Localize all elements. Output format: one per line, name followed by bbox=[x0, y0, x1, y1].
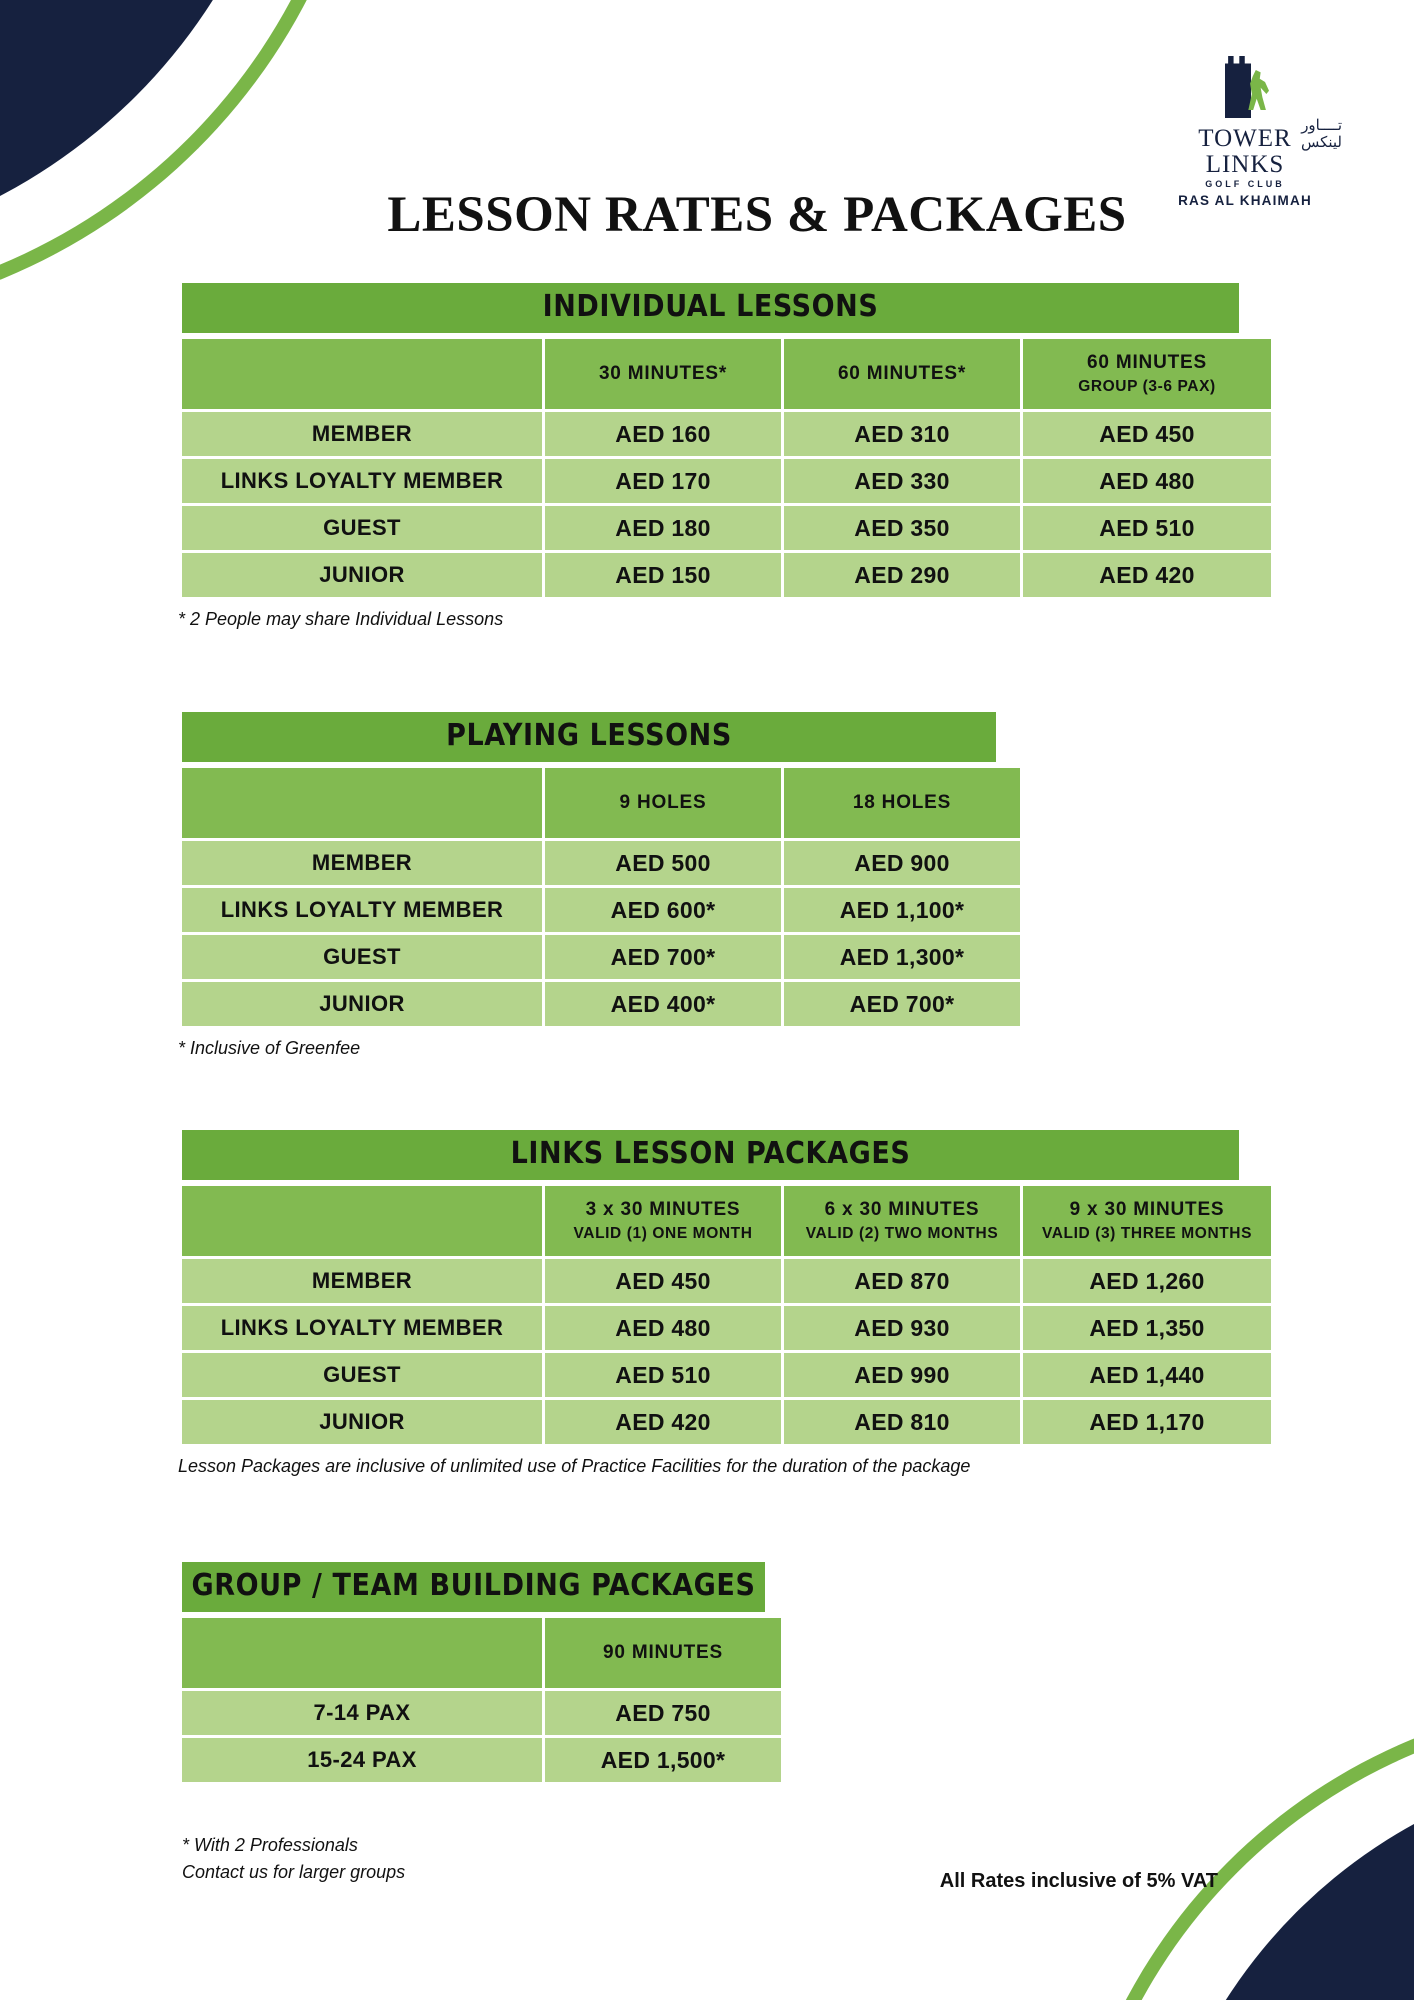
row-label: JUNIOR bbox=[182, 1400, 542, 1444]
table-row bbox=[182, 841, 1020, 885]
price-cell: AED 310 bbox=[784, 412, 1020, 456]
row-label: GUEST bbox=[182, 935, 542, 979]
price-cell: AED 930 bbox=[784, 1306, 1020, 1350]
rates-table-individual-lessons bbox=[179, 336, 1274, 600]
price-cell: AED 450 bbox=[545, 1259, 781, 1303]
section-note-links-lesson-packages: Lesson Packages are inclusive of unlimited use of Practice Facilities for the duration of the package bbox=[178, 1456, 971, 1476]
row-label: GUEST bbox=[182, 506, 542, 550]
table-header-blank bbox=[182, 1618, 542, 1688]
table-header-cell bbox=[784, 1186, 1020, 1256]
price-cell: AED 180 bbox=[545, 506, 781, 550]
price-cell: AED 160 bbox=[545, 412, 781, 456]
table-header-main: 90 MINUTES bbox=[603, 1641, 723, 1663]
section-title-playing-lessons: PLAYING LESSONS bbox=[182, 712, 996, 762]
table-header-blank bbox=[182, 768, 542, 838]
table-row bbox=[182, 553, 1271, 597]
footer-left-notes bbox=[182, 1832, 405, 1886]
table-row bbox=[182, 459, 1271, 503]
section-note-playing-lessons: * Inclusive of Greenfee bbox=[178, 1038, 361, 1058]
price-cell: AED 700* bbox=[545, 935, 781, 979]
price-cell: AED 420 bbox=[545, 1400, 781, 1444]
price-cell: AED 150 bbox=[545, 553, 781, 597]
price-cell: AED 420 bbox=[1023, 553, 1271, 597]
table-header-sub: VALID (1) ONE MONTH bbox=[573, 1224, 753, 1242]
table-header-main: 18 HOLES bbox=[852, 791, 952, 813]
price-cell: AED 480 bbox=[545, 1306, 781, 1350]
price-cell: AED 480 bbox=[1023, 459, 1271, 503]
table-header-main: 3 x 30 MINUTES bbox=[585, 1199, 741, 1221]
row-label: MEMBER bbox=[182, 841, 542, 885]
table-header-main: 9 HOLES bbox=[619, 791, 707, 813]
row-label: JUNIOR bbox=[182, 982, 542, 1026]
logo-city: RAS AL KHAIMAH bbox=[1178, 193, 1312, 208]
price-cell: AED 1,260 bbox=[1023, 1259, 1271, 1303]
price-cell: AED 400* bbox=[545, 982, 781, 1026]
table-header-main: 30 MINUTES* bbox=[598, 362, 728, 384]
footer-note-professionals: * With 2 Professionals bbox=[182, 1835, 358, 1855]
footer-vat-note: All Rates inclusive of 5% VAT bbox=[939, 1870, 1218, 1892]
table-header-cell bbox=[784, 768, 1020, 838]
table-header-sub: VALID (2) TWO MONTHS bbox=[805, 1224, 999, 1242]
logo-mark-icon bbox=[1217, 56, 1273, 122]
price-cell: AED 750 bbox=[545, 1691, 781, 1735]
section-group-team-building-packages bbox=[182, 1562, 784, 1785]
table-header-cell bbox=[1023, 1186, 1271, 1256]
logo-subtitle: GOLF CLUB bbox=[1205, 179, 1285, 189]
price-cell: AED 1,440 bbox=[1023, 1353, 1271, 1397]
price-cell: AED 450 bbox=[1023, 412, 1271, 456]
table-header-main: 60 MINUTES bbox=[1087, 352, 1207, 374]
table-header-main: 60 MINUTES* bbox=[837, 362, 967, 384]
section-individual-lessons bbox=[178, 283, 1274, 630]
decorative-corner-green-bottom-right bbox=[1060, 1696, 1414, 2000]
price-cell: AED 1,170 bbox=[1023, 1400, 1271, 1444]
table-header-sub: VALID (3) THREE MONTHS bbox=[1041, 1224, 1253, 1242]
price-cell: AED 290 bbox=[784, 553, 1020, 597]
table-header-cell bbox=[545, 768, 781, 838]
section-title-individual-lessons: INDIVIDUAL LESSONS bbox=[182, 283, 1239, 333]
section-playing-lessons bbox=[178, 712, 1023, 1059]
price-cell: AED 1,500* bbox=[545, 1738, 781, 1782]
page-title: LESSON RATES & PACKAGES bbox=[387, 187, 1127, 243]
table-row bbox=[182, 1259, 1271, 1303]
section-links-lesson-packages bbox=[178, 1130, 1274, 1477]
section-title-links-lesson-packages: LINKS LESSON PACKAGES bbox=[182, 1130, 1239, 1180]
table-header-blank bbox=[182, 1186, 542, 1256]
table-header-row bbox=[182, 1618, 781, 1688]
rates-table-group-team-building-packages bbox=[179, 1615, 784, 1785]
price-cell: AED 810 bbox=[784, 1400, 1020, 1444]
section-title-group-team-building-packages: GROUP / TEAM BUILDING PACKAGES bbox=[182, 1562, 765, 1612]
table-row bbox=[182, 1353, 1271, 1397]
row-label: MEMBER bbox=[182, 1259, 542, 1303]
row-label: JUNIOR bbox=[182, 553, 542, 597]
price-cell: AED 1,100* bbox=[784, 888, 1020, 932]
table-row bbox=[182, 935, 1020, 979]
row-label: 15-24 PAX bbox=[182, 1738, 542, 1782]
table-header-row bbox=[182, 1186, 1271, 1256]
table-header-sub: GROUP (3-6 PAX) bbox=[1078, 377, 1216, 395]
table-header-cell bbox=[1023, 339, 1271, 409]
rates-table-links-lesson-packages bbox=[179, 1183, 1274, 1447]
logo-name-line1: TOWER bbox=[1198, 125, 1292, 152]
row-label: GUEST bbox=[182, 1353, 542, 1397]
table-header-row bbox=[182, 339, 1271, 409]
row-label: LINKS LOYALTY MEMBER bbox=[182, 1306, 542, 1350]
price-cell: AED 700* bbox=[784, 982, 1020, 1026]
table-row bbox=[182, 1738, 781, 1782]
price-cell: AED 990 bbox=[784, 1353, 1020, 1397]
logo-arabic-line2: لينكس bbox=[1300, 133, 1342, 151]
price-cell: AED 600* bbox=[545, 888, 781, 932]
logo-name-line2: LINKS bbox=[1205, 150, 1285, 178]
table-row bbox=[182, 1400, 1271, 1444]
table-row bbox=[182, 888, 1020, 932]
table-header-main: 9 x 30 MINUTES bbox=[1069, 1199, 1225, 1221]
section-note-individual-lessons: * 2 People may share Individual Lessons bbox=[178, 609, 504, 629]
price-cell: AED 510 bbox=[545, 1353, 781, 1397]
table-row bbox=[182, 506, 1271, 550]
table-header-cell bbox=[545, 1186, 781, 1256]
price-cell: AED 510 bbox=[1023, 506, 1271, 550]
table-header-cell bbox=[545, 339, 781, 409]
table-row bbox=[182, 1306, 1271, 1350]
table-header-row bbox=[182, 768, 1020, 838]
row-label: LINKS LOYALTY MEMBER bbox=[182, 459, 542, 503]
price-cell: AED 900 bbox=[784, 841, 1020, 885]
table-header-cell bbox=[545, 1618, 781, 1688]
price-cell: AED 1,300* bbox=[784, 935, 1020, 979]
price-cell: AED 330 bbox=[784, 459, 1020, 503]
price-cell: AED 500 bbox=[545, 841, 781, 885]
row-label: MEMBER bbox=[182, 412, 542, 456]
table-header-cell bbox=[784, 339, 1020, 409]
row-label: LINKS LOYALTY MEMBER bbox=[182, 888, 542, 932]
logo-arabic-line1: تــــاور bbox=[1301, 117, 1342, 134]
price-cell: AED 870 bbox=[784, 1259, 1020, 1303]
rates-table-playing-lessons bbox=[179, 765, 1023, 1029]
table-row bbox=[182, 1691, 781, 1735]
price-cell: AED 1,350 bbox=[1023, 1306, 1271, 1350]
table-header-blank bbox=[182, 339, 542, 409]
price-cell: AED 350 bbox=[784, 506, 1020, 550]
footer-note-larger-groups: Contact us for larger groups bbox=[182, 1862, 406, 1882]
price-cell: AED 170 bbox=[545, 459, 781, 503]
tower-icon bbox=[1225, 56, 1251, 118]
table-row bbox=[182, 412, 1271, 456]
logo-arabic bbox=[1301, 118, 1342, 151]
decorative-corner-green-top-left bbox=[0, 0, 374, 324]
table-header-main: 6 x 30 MINUTES bbox=[824, 1199, 980, 1221]
row-label: 7-14 PAX bbox=[182, 1691, 542, 1735]
table-row bbox=[182, 982, 1020, 1026]
